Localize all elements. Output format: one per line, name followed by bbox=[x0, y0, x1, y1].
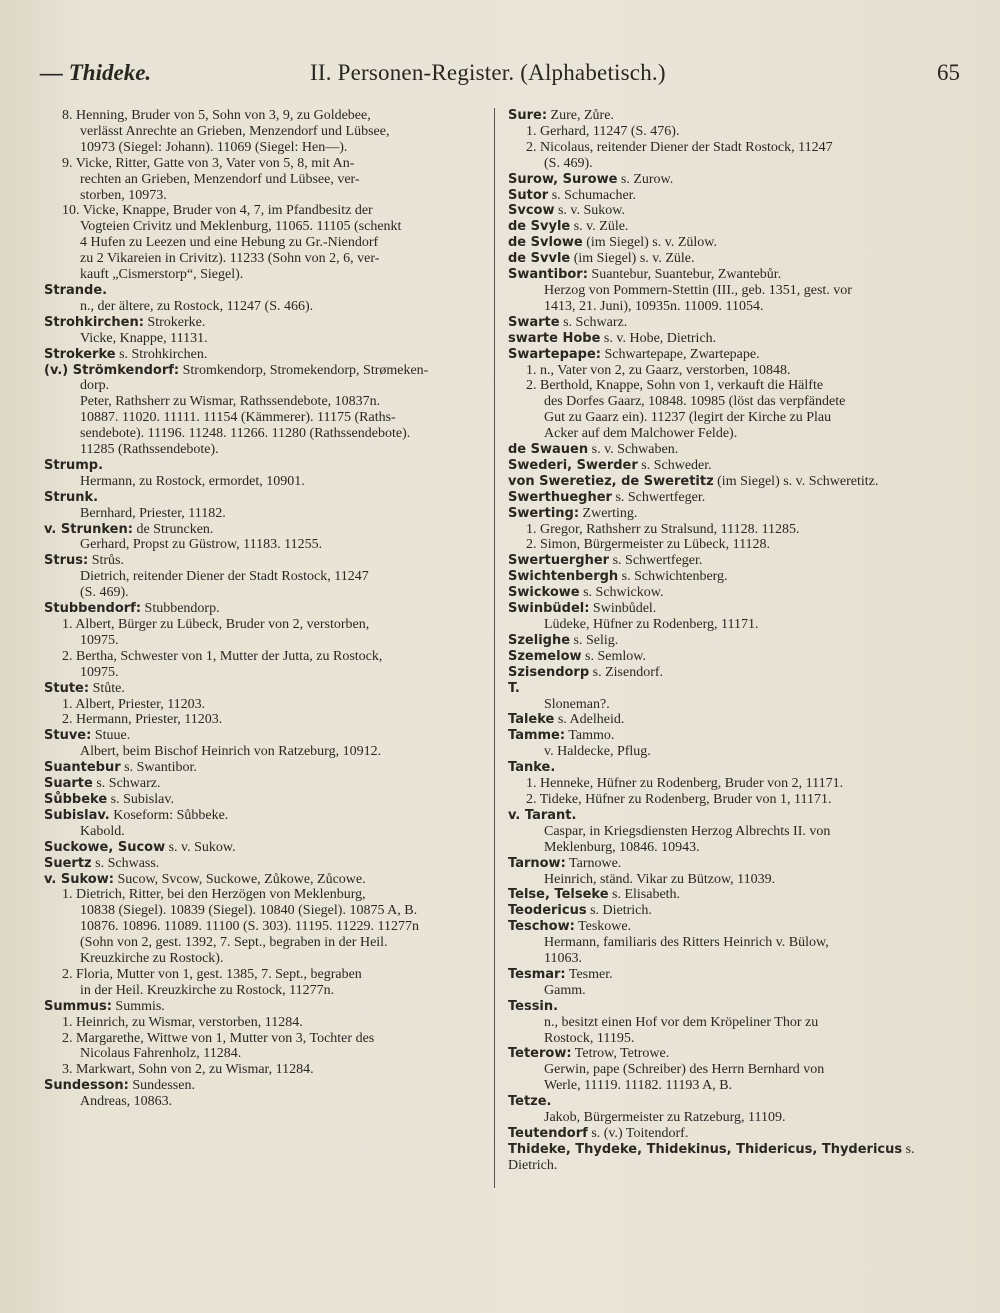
entry-text: (im Siegel) s. v. Züle. bbox=[570, 251, 695, 267]
entry-text: Koseform: Sůbbeke. bbox=[109, 807, 229, 823]
register-entry bbox=[44, 999, 486, 1015]
register-entry bbox=[508, 569, 956, 585]
entry-line: rechten an Grieben, Menzendorf und Lübsee, ver- bbox=[80, 171, 360, 187]
entry-heading: Swinbüdel: bbox=[508, 601, 590, 617]
entry-heading: Telse, Telseke bbox=[508, 887, 609, 903]
entry-line: Rostock, 11195. bbox=[544, 1030, 635, 1046]
register-entry bbox=[508, 808, 956, 824]
entry-line: Hermann, familiaris des Ritters Heinrich v. Bülow, bbox=[544, 935, 829, 951]
entry-heading: Stuve: bbox=[44, 728, 92, 744]
entry-text: s. Schwertfeger. bbox=[609, 553, 703, 569]
entry-text: s. Schumacher. bbox=[548, 187, 637, 203]
register-entry bbox=[508, 506, 956, 522]
entry-line: Peter, Rathsherr zu Wismar, Rathssendebote, 10837n. bbox=[80, 394, 381, 410]
numbered-subentry bbox=[44, 887, 486, 967]
register-entry bbox=[508, 1126, 956, 1142]
entry-heading: Strunk. bbox=[44, 489, 99, 505]
entry-line: 1. Heinrich, zu Wismar, verstorben, 11284. bbox=[62, 1014, 303, 1030]
entry-line: dorp. bbox=[80, 378, 110, 394]
register-entry bbox=[508, 728, 956, 744]
entry-text: Strokerke. bbox=[143, 314, 206, 330]
entry-text: s. Zurow. bbox=[617, 171, 674, 187]
entry-text: Stubbendorp. bbox=[141, 601, 220, 617]
register-entry bbox=[44, 490, 486, 506]
register-entry bbox=[44, 1078, 486, 1094]
register-entry bbox=[44, 363, 486, 379]
subentry bbox=[508, 1110, 956, 1126]
entry-line: Gerhard, Propst zu Güstrow, 11183. 11255. bbox=[80, 537, 323, 553]
register-entry bbox=[508, 919, 956, 935]
entry-text: s. v. Sukow. bbox=[165, 839, 236, 855]
register-entry bbox=[508, 490, 956, 506]
entry-heading: Teschow: bbox=[508, 919, 575, 935]
register-entry bbox=[44, 283, 486, 299]
entry-heading: de Svlowe bbox=[508, 235, 583, 251]
entry-text: Stuue. bbox=[91, 728, 131, 744]
entry-line: 1. Albert, Bürger zu Lübeck, Bruder von 2, verstorben, bbox=[62, 617, 370, 632]
entry-heading: Tanke. bbox=[508, 760, 556, 776]
entry-line: 1. Dietrich, Ritter, bei den Herzögen von Meklenburg, bbox=[62, 887, 366, 903]
entry-heading: Stubbendorf: bbox=[44, 601, 142, 617]
entry-line: 11063. bbox=[544, 951, 582, 967]
numbered-subentry bbox=[44, 967, 486, 999]
register-entry bbox=[508, 235, 956, 251]
entry-heading: Swantibor: bbox=[508, 267, 588, 283]
left-column bbox=[44, 108, 486, 1110]
entry-text: s. Zisendorf. bbox=[589, 664, 664, 680]
entry-text: s. v. Sukow. bbox=[554, 203, 626, 219]
entry-text: Swinbůdel. bbox=[589, 601, 657, 617]
entry-text: s. Elisabeth. bbox=[608, 887, 681, 903]
entry-text: de Struncken. bbox=[132, 521, 214, 537]
register-entry bbox=[508, 474, 956, 490]
entry-heading: Szisendorp bbox=[508, 664, 590, 680]
subentry bbox=[44, 394, 486, 458]
entry-line: Meklenburg, 10846. 10943. bbox=[544, 839, 700, 855]
entry-heading: von Sweretiez, de Sweretitz bbox=[508, 473, 714, 489]
numbered-subentry bbox=[508, 124, 956, 140]
register-entry bbox=[44, 776, 486, 792]
subentry bbox=[508, 1062, 956, 1094]
entry-text: s. Schwarz. bbox=[559, 314, 628, 330]
subentry bbox=[508, 283, 956, 315]
entry-heading: v. Tarant. bbox=[508, 807, 577, 823]
entry-text: (im Siegel) s. v. Zülow. bbox=[582, 235, 717, 251]
numbered-subentry bbox=[508, 140, 956, 172]
numbered-subentry bbox=[44, 108, 486, 156]
entry-line: Heinrich, ständ. Vikar zu Bützow, 11039. bbox=[544, 871, 776, 887]
entry-heading: Teutendorf bbox=[508, 1126, 588, 1141]
entry-line: 1. Gregor, Rathsherr zu Stralsund, 11128. 11285. bbox=[526, 521, 800, 537]
entry-text: s. Dietrich. bbox=[586, 903, 652, 919]
subentry bbox=[508, 617, 956, 633]
entry-heading: Sůbbeke bbox=[44, 791, 108, 807]
entry-heading: Suertz bbox=[44, 855, 92, 871]
register-entry bbox=[44, 681, 486, 697]
register-entry bbox=[508, 585, 956, 601]
numbered-subentry bbox=[44, 156, 486, 204]
entry-line: Acker auf dem Malchower Felde). bbox=[544, 426, 738, 442]
numbered-subentry bbox=[508, 537, 956, 553]
register-entry bbox=[44, 601, 486, 617]
entry-heading: de Svyle bbox=[508, 219, 571, 235]
entry-text: Schwartepape, Zwartepape. bbox=[601, 346, 760, 362]
numbered-subentry bbox=[508, 522, 956, 538]
entry-heading: Teterow: bbox=[508, 1046, 572, 1062]
register-entry bbox=[508, 681, 956, 697]
entry-heading: Sundesson: bbox=[44, 1078, 129, 1094]
subentry bbox=[508, 1015, 956, 1047]
entry-heading: Summus: bbox=[44, 998, 112, 1014]
numbered-subentry bbox=[44, 203, 486, 283]
entry-line: Sloneman?. bbox=[544, 696, 610, 712]
register-entry bbox=[508, 760, 956, 776]
entry-text: Sundessen. bbox=[128, 1078, 195, 1094]
register-entry bbox=[44, 728, 486, 744]
register-entry bbox=[508, 1142, 956, 1174]
entry-line: 10973 (Siegel: Johann). 11069 (Siegel: Hen—). bbox=[80, 139, 348, 155]
entry-line: Gamm. bbox=[544, 982, 586, 998]
entry-heading: Strokerke bbox=[44, 346, 116, 362]
entry-heading: Svcow bbox=[508, 203, 555, 219]
entry-heading: Strande. bbox=[44, 282, 108, 298]
entry-line: Kreuzkirche zu Rostock). bbox=[80, 951, 224, 967]
subentry bbox=[44, 474, 486, 490]
entry-line: kauft „Cismerstorp“, Siegel). bbox=[80, 267, 244, 283]
numbered-subentry bbox=[44, 649, 486, 681]
entry-heading: Sutor bbox=[508, 187, 549, 203]
entry-line: (S. 469). bbox=[80, 585, 129, 601]
entry-line: Lüdeke, Hüfner zu Rodenberg, 11171. bbox=[544, 617, 759, 632]
entry-line: Albert, beim Bischof Heinrich von Ratzeburg, 10912. bbox=[80, 744, 382, 760]
entry-line: Nicolaus Fahrenholz, 11284. bbox=[80, 1046, 242, 1062]
subentry bbox=[44, 537, 486, 553]
entry-text: s. Strohkirchen. bbox=[115, 346, 208, 362]
numbered-subentry bbox=[508, 792, 956, 808]
subentry bbox=[508, 935, 956, 967]
numbered-subentry bbox=[44, 697, 486, 713]
entry-text: Sucow, Svcow, Suckowe, Zůkowe, Zůcowe. bbox=[113, 871, 366, 887]
entry-line: v. Haldecke, Pflug. bbox=[544, 744, 651, 760]
right-column bbox=[508, 108, 956, 1174]
entry-line: 2. Margarethe, Wittwe von 1, Mutter von 3, Tochter des bbox=[62, 1030, 375, 1046]
entry-text: s. v. Züle. bbox=[570, 219, 629, 235]
entry-text: s. Schwertfeger. bbox=[611, 489, 706, 505]
entry-text: s. Schwarz. bbox=[92, 776, 161, 792]
entry-text: s. Selig. bbox=[570, 632, 619, 648]
register-entry bbox=[508, 903, 956, 919]
entry-line: 10876. 10896. 11089. 11100 (S. 303). 11195. 11229. 11277n bbox=[80, 919, 419, 935]
entry-line: 10. Vicke, Knappe, Bruder von 4, 7, im Pfandbesitz der bbox=[62, 203, 373, 219]
numbered-subentry bbox=[508, 378, 956, 442]
entry-heading: Surow, Surowe bbox=[508, 171, 618, 187]
subentry bbox=[508, 744, 956, 760]
entry-line: 2. Hermann, Priester, 11203. bbox=[62, 712, 223, 728]
entry-line: 10975. bbox=[80, 632, 119, 648]
entry-line: Andreas, 10863. bbox=[80, 1094, 173, 1110]
entry-heading: Szemelow bbox=[508, 648, 582, 664]
subentry bbox=[508, 824, 956, 856]
register-entry bbox=[44, 458, 486, 474]
entry-line: Hermann, zu Rostock, ermordet, 10901. bbox=[80, 473, 305, 489]
register-entry bbox=[508, 1094, 956, 1110]
entry-line: 1. Henneke, Hüfner zu Rodenberg, Bruder von 2, 11171. bbox=[526, 776, 844, 792]
numbered-subentry bbox=[508, 776, 956, 792]
page-number: 65 bbox=[937, 60, 960, 85]
entry-text: s. Semlow. bbox=[581, 648, 646, 664]
subentry bbox=[44, 824, 486, 840]
entry-heading: Swickowe bbox=[508, 585, 580, 601]
entry-heading: Szelighe bbox=[508, 632, 571, 648]
register-entry bbox=[508, 1046, 956, 1062]
entry-line: zu 2 Vikareien in Crivitz). 11233 (Sohn von 2, 6, ver- bbox=[80, 251, 380, 267]
entry-line: storben, 10973. bbox=[80, 187, 167, 203]
register-entry bbox=[508, 999, 956, 1015]
register-entry bbox=[508, 856, 956, 872]
entry-heading: Tamme: bbox=[508, 728, 566, 744]
entry-line: 8. Henning, Bruder von 5, Sohn von 3, 9, zu Goldebee, bbox=[62, 108, 371, 123]
entry-line: 10838 (Siegel). 10839 (Siegel). 10840 (Siegel). 10875 A, B. bbox=[80, 903, 418, 919]
entry-text: s. Subislav. bbox=[107, 791, 174, 807]
subentry bbox=[44, 299, 486, 315]
register-entry bbox=[508, 665, 956, 681]
entry-text: Tesmer. bbox=[565, 966, 613, 982]
register-entry bbox=[44, 315, 486, 331]
entry-line: (S. 469). bbox=[544, 155, 593, 171]
numbered-subentry bbox=[44, 1031, 486, 1063]
entry-line: 2. Bertha, Schwester von 1, Mutter der Jutta, zu Rostock, bbox=[62, 648, 383, 664]
entry-line: 3. Markwart, Sohn von 2, zu Wismar, 11284. bbox=[62, 1062, 314, 1078]
entry-heading: Suckowe, Sucow bbox=[44, 839, 166, 855]
entry-heading: Tessin. bbox=[508, 998, 559, 1014]
entry-line: 10975. bbox=[80, 664, 119, 680]
entry-line: sendebote). 11196. 11248. 11266. 11280 (Rathssendebote). bbox=[80, 426, 411, 442]
subentry bbox=[44, 1094, 486, 1110]
entry-text: Stromkendorp, Stromekendorp, Strømeken- bbox=[179, 362, 429, 378]
entry-line: (Sohn von 2, gest. 1392, 7. Sept., begraben in der Heil. bbox=[80, 935, 388, 951]
register-entry bbox=[44, 840, 486, 856]
entry-text: Summis. bbox=[111, 998, 165, 1014]
subentry bbox=[44, 506, 486, 522]
entry-heading: Swartepape: bbox=[508, 346, 601, 362]
entry-text: s. Swantibor. bbox=[120, 760, 197, 776]
entry-line: Kabold. bbox=[80, 823, 125, 839]
register-entry bbox=[508, 315, 956, 331]
entry-text: s. v. Hobe, Dietrich. bbox=[600, 330, 717, 346]
entry-line: 11285 (Rathssendebote). bbox=[80, 442, 219, 458]
register-entry bbox=[508, 267, 956, 283]
register-entry bbox=[508, 553, 956, 569]
entry-heading: Swerthuegher bbox=[508, 489, 612, 505]
entry-line: 1. Gerhard, 11247 (S. 476). bbox=[526, 123, 680, 139]
entry-heading: de Svvle bbox=[508, 251, 571, 267]
entry-heading: Swertuergher bbox=[508, 553, 610, 569]
entry-line: 1. n., Vater von 2, zu Gaarz, verstorben, 10848. bbox=[526, 362, 791, 378]
entry-line: 2. Floria, Mutter von 1, gest. 1385, 7. Sept., begraben bbox=[62, 966, 362, 982]
entry-line: Dietrich, reitender Diener der Stadt Rostock, 11247 bbox=[80, 569, 369, 585]
entry-line: 10887. 11020. 11111. 11154 (Kämmerer). 11175 (Raths- bbox=[80, 410, 396, 426]
entry-text: Zure, Zůre. bbox=[547, 108, 614, 123]
entry-text: s. Schwass. bbox=[91, 855, 160, 871]
subentry bbox=[44, 744, 486, 760]
entry-heading: Tetze. bbox=[508, 1094, 552, 1110]
page-header bbox=[40, 60, 960, 94]
entry-heading: Thideke, Thydeke, Thidekinus, Thidericus, Thydericus bbox=[508, 1141, 903, 1157]
register-entry bbox=[44, 792, 486, 808]
entry-text: Tetrow, Tetrowe. bbox=[571, 1046, 670, 1062]
entry-text: s. (v.) Toitendorf. bbox=[587, 1126, 689, 1141]
entry-line: n., der ältere, zu Rostock, 11247 (S. 466). bbox=[80, 298, 314, 314]
entry-text: Suantebur, Suantebur, Zwantebůr. bbox=[587, 267, 782, 283]
entry-line: Bernhard, Priester, 11182. bbox=[80, 505, 226, 521]
entry-line: 2. Tideke, Hüfner zu Rodenberg, Bruder von 1, 11171. bbox=[526, 791, 832, 807]
register-entry bbox=[44, 522, 486, 538]
register-entry bbox=[508, 331, 956, 347]
entry-heading: Suantebur bbox=[44, 760, 121, 776]
entry-line: 4 Hufen zu Leezen und eine Hebung zu Gr.-Niendorf bbox=[80, 235, 379, 251]
entry-heading: Stute: bbox=[44, 680, 90, 696]
entry-heading: Strump. bbox=[44, 457, 104, 473]
entry-heading: Tarnow: bbox=[508, 855, 566, 871]
entry-line: 2. Berthold, Knappe, Sohn von 1, verkauft die Hälfte bbox=[526, 378, 824, 394]
register-entry bbox=[508, 633, 956, 649]
entry-line: Gerwin, pape (Schreiber) des Herrn Bernhard von bbox=[544, 1062, 825, 1078]
entry-line: Herzog von Pommern-Stettin (III., geb. 1351, gest. vor bbox=[544, 282, 852, 298]
entry-line: Werle, 11119. 11182. 11193 A, B. bbox=[544, 1078, 733, 1094]
entry-heading: Swichtenbergh bbox=[508, 569, 619, 585]
subentry bbox=[508, 983, 956, 999]
numbered-subentry bbox=[508, 363, 956, 379]
register-entry bbox=[508, 887, 956, 903]
entry-heading: de Swauen bbox=[508, 442, 589, 458]
register-entry bbox=[44, 347, 486, 363]
entry-heading: Strus: bbox=[44, 553, 89, 569]
register-entry bbox=[44, 553, 486, 569]
numbered-subentry bbox=[44, 1062, 486, 1078]
entry-line: 9. Vicke, Ritter, Gatte von 3, Vater von 5, 8, mit An- bbox=[62, 155, 355, 171]
numbered-subentry bbox=[44, 617, 486, 649]
entry-heading: Strohkirchen: bbox=[44, 314, 144, 330]
entry-heading: Swederi, Swerder bbox=[508, 457, 638, 473]
entry-text: (im Siegel) s. v. Schweretitz. bbox=[713, 473, 879, 489]
entry-text: Teskowe. bbox=[574, 919, 632, 935]
register-entry bbox=[508, 219, 956, 235]
entry-line: 2. Simon, Bürgermeister zu Lübeck, 11128. bbox=[526, 537, 771, 553]
subentry bbox=[44, 331, 486, 347]
entry-text: s. Schweder. bbox=[637, 457, 712, 473]
subentry bbox=[508, 697, 956, 713]
entry-heading: Teodericus bbox=[508, 903, 587, 919]
entry-line: Gut zu Gaarz ein). 11237 (legirt der Kirche zu Plau bbox=[544, 410, 832, 426]
register-entry bbox=[508, 188, 956, 204]
numbered-subentry bbox=[44, 712, 486, 728]
entry-heading: Swerting: bbox=[508, 505, 580, 521]
entry-line: 1. Albert, Priester, 11203. bbox=[62, 696, 206, 712]
register-entry bbox=[44, 760, 486, 776]
subentry bbox=[44, 378, 486, 394]
running-head-title: II. Personen-Register. (Alphabetisch.) bbox=[310, 60, 666, 85]
entry-heading: v. Strunken: bbox=[44, 521, 133, 537]
entry-line: Vogteien Crivitz und Meklenburg, 11065. 11105 (schenkt bbox=[80, 219, 402, 235]
entry-text: s. Schwichtenberg. bbox=[618, 569, 728, 585]
entry-heading: Sure: bbox=[508, 108, 548, 123]
entry-text: Stůte. bbox=[89, 680, 125, 696]
entry-heading: Taleke bbox=[508, 712, 555, 728]
register-entry bbox=[508, 649, 956, 665]
entry-text: s. v. Schwaben. bbox=[588, 442, 679, 458]
register-entry bbox=[508, 601, 956, 617]
register-entry bbox=[508, 458, 956, 474]
entry-line: verlässt Anrechte an Grieben, Menzendorf und Lübsee, bbox=[80, 123, 390, 139]
entry-text: s. Adelheid. bbox=[554, 712, 625, 728]
running-head-left: — Thideke. bbox=[40, 60, 152, 85]
register-entry bbox=[508, 967, 956, 983]
entry-text: Zwerting. bbox=[579, 505, 638, 521]
entry-heading: swarte Hobe bbox=[508, 330, 601, 346]
entry-text: Strůs. bbox=[88, 553, 124, 569]
column-divider bbox=[494, 108, 495, 1188]
register-entry bbox=[44, 808, 486, 824]
subentry bbox=[44, 569, 486, 601]
entry-line: Caspar, in Kriegsdiensten Herzog Albrechts II. von bbox=[544, 823, 831, 839]
entry-heading: Subislav. bbox=[44, 807, 110, 823]
numbered-subentry bbox=[44, 1015, 486, 1031]
entry-line: n., besitzt einen Hof vor dem Kröpeliner Thor zu bbox=[544, 1014, 819, 1030]
entry-text: s. Schwickow. bbox=[579, 585, 664, 601]
entry-heading: Suarte bbox=[44, 776, 93, 792]
entry-heading: Swarte bbox=[508, 314, 560, 330]
entry-text: Tarnowe. bbox=[565, 855, 622, 871]
register-entry bbox=[508, 203, 956, 219]
entry-line: 2. Nicolaus, reitender Diener der Stadt Rostock, 11247 bbox=[526, 139, 833, 155]
entry-text: Tammo. bbox=[565, 728, 615, 744]
entry-heading: Tesmar: bbox=[508, 966, 566, 982]
entry-line: in der Heil. Kreuzkirche zu Rostock, 11277n. bbox=[80, 982, 335, 998]
register-entry bbox=[508, 251, 956, 267]
register-entry bbox=[508, 347, 956, 363]
register-entry bbox=[44, 856, 486, 872]
register-entry bbox=[508, 712, 956, 728]
entry-line: des Dorfes Gaarz, 10848. 10985 (löst das verpfändete bbox=[544, 394, 846, 410]
register-entry bbox=[508, 172, 956, 188]
subentry bbox=[508, 872, 956, 888]
entry-heading: (v.) Strömkendorf: bbox=[44, 362, 180, 378]
register-entry bbox=[508, 108, 956, 124]
entry-line: 1413, 21. Juni), 10935n. 11009. 11054. bbox=[544, 298, 764, 314]
register-entry bbox=[44, 872, 486, 888]
entry-text: s. Dietrich. bbox=[508, 1141, 915, 1173]
entry-heading: v. Sukow: bbox=[44, 871, 114, 887]
register-entry bbox=[508, 442, 956, 458]
entry-line: Jakob, Bürgermeister zu Ratzeburg, 11109. bbox=[544, 1110, 786, 1126]
entry-line: Vicke, Knappe, 11131. bbox=[80, 330, 208, 346]
entry-heading: T. bbox=[508, 680, 520, 696]
